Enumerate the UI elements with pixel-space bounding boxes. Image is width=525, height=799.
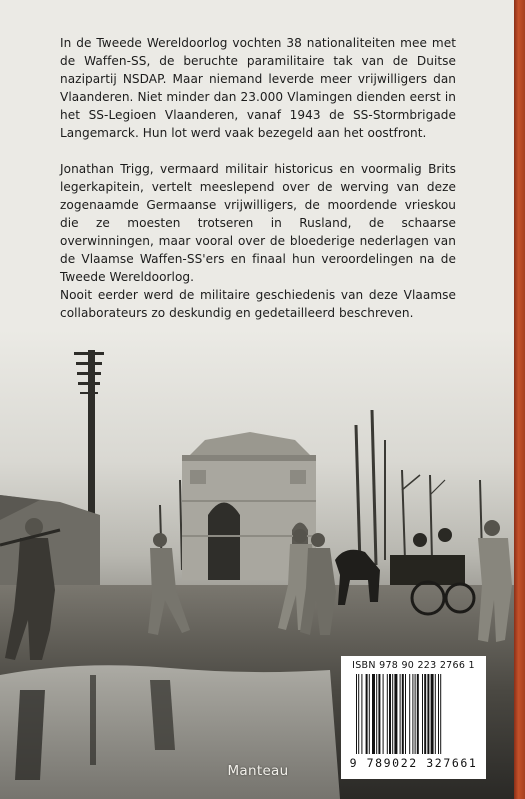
barcode-bar (372, 674, 375, 754)
isbn-barcode (341, 656, 486, 779)
barcode-bar (405, 674, 406, 754)
barcode-bar (383, 674, 384, 754)
barcode-bar (435, 674, 436, 754)
barcode-bar (389, 674, 391, 754)
spine-edge (514, 0, 525, 799)
barcode-bar (356, 674, 357, 754)
barcode-bar (427, 674, 429, 754)
barcode-bar (376, 674, 377, 754)
blurb-paragraph-2: Jonathan Trigg, vermaard militair historicus en voormalig Brits legerkapitein, vertelt meeslepend over de werving van deze zogenaamde Germaanse vrijwilligers, de moordende vrieskou die ze moesten trotseren in Rusland, de schaarse overwinningen, maar vooral over de bloederige nederlagen van de Vlaamse Waffen-SS'ers en finaal hun veroordelingen na de Tweede Wereldoorlog. (60, 162, 456, 284)
barcode-bar (387, 674, 388, 754)
barcode-number: 9 789022 327661 (349, 756, 478, 770)
barcode-bar (402, 674, 404, 754)
barcode-bar (361, 674, 362, 754)
barcode-bar (431, 674, 434, 754)
barcode-bar (415, 674, 416, 754)
barcode-bar (409, 674, 410, 754)
isbn-label: ISBN 978 90 223 2766 1 (352, 660, 475, 671)
barcode-bar (358, 674, 359, 754)
barcode-bar (394, 674, 397, 754)
barcode-bar (438, 674, 439, 754)
barcode-bar (400, 674, 401, 754)
publisher-logo: Manteau (227, 763, 289, 779)
blurb-paragraph-3: Nooit eerder werd de militaire geschiedenis van deze Vlaamse collaborateurs zo deskundig en gedetailleerd beschreven. (60, 288, 456, 320)
barcode-bar (366, 674, 368, 754)
barcode-bars (356, 674, 471, 758)
blurb-text (60, 34, 456, 322)
barcode-bar (422, 674, 423, 754)
blurb-paragraph-1: In de Tweede Wereldoorlog vochten 38 nationaliteiten mee met de Waffen-SS, de beruchte paramilitaire tak van de Duitse nazipartij NSDAP. Maar niemand leverde meer vrijwilligers dan Vlaanderen. Niet minder dan 23.000 Vlamingen dienden eerst in het SS-Legioen Vlaanderen, vanaf 1943 de SS-Stormbrigade Langemarck. Hun lot werd vaak bezegeld aan het oostfront. (60, 36, 456, 140)
barcode-bar (417, 674, 419, 754)
barcode-bar (424, 674, 426, 754)
barcode-bar (440, 674, 441, 754)
barcode-bar (392, 674, 393, 754)
barcode-bar (378, 674, 380, 754)
barcode-bar (412, 674, 413, 754)
barcode-bar (369, 674, 370, 754)
